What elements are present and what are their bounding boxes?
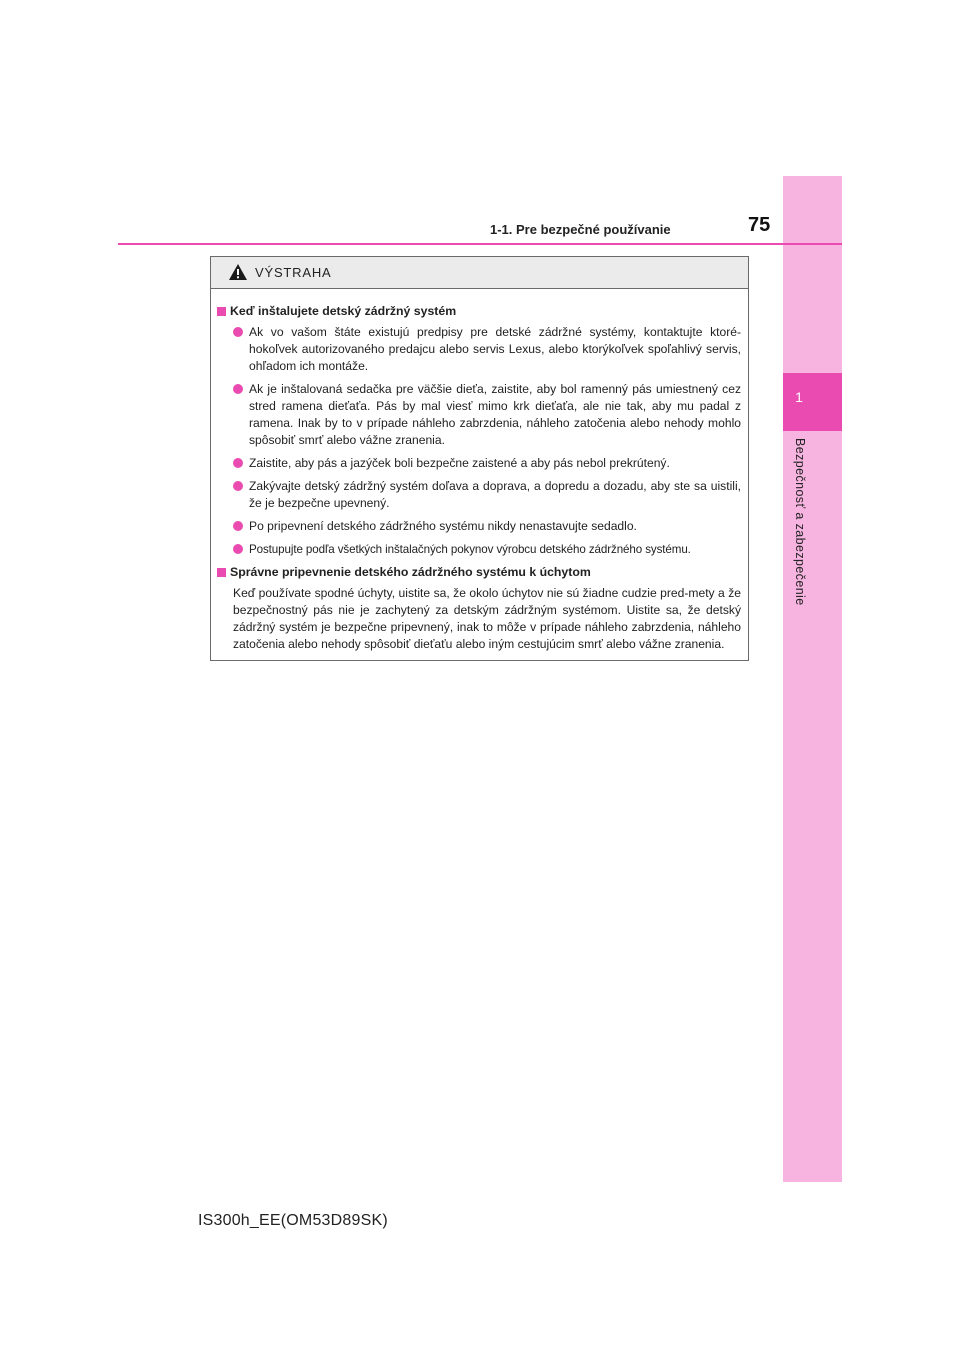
list-item xyxy=(217,518,741,535)
round-bullet-icon xyxy=(233,384,243,394)
section-heading xyxy=(217,303,741,320)
list-item xyxy=(217,478,741,512)
list-item-text: Ak vo vašom štáte existujú predpisy pre detské zádržné systémy, kontaktujte ktoré-hokoľvek autorizovaného predajcu alebo servis Lexus, alebo ktorýkoľvek spoľahlivý servis, ohľadom ich montáže. xyxy=(249,325,741,373)
round-bullet-icon xyxy=(233,327,243,337)
section-heading-text: Keď inštalujete detský zádržný systém xyxy=(230,304,457,318)
square-bullet-icon xyxy=(217,307,226,316)
warning-title: VÝSTRAHA xyxy=(255,265,332,280)
section-heading-text: Správne pripevnenie detského zádržného systému k úchytom xyxy=(230,565,591,579)
round-bullet-icon xyxy=(233,544,243,554)
round-bullet-icon xyxy=(233,458,243,468)
chapter-number: 1 xyxy=(795,389,803,405)
header-divider xyxy=(118,243,842,245)
footer-model-code: IS300h_EE(OM53D89SK) xyxy=(198,1212,388,1229)
round-bullet-icon xyxy=(233,521,243,531)
list-item-text: Ak je inštalovaná sedačka pre väčšie dieťa, zaistite, aby bol ramenný pás umiestnený cez stred ramena dieťaťa. Pás by mal viesť mimo krk dieťaťa, ale nie tak, aby mu padal z ramena. Inak by to v prípade náhleho zabrzdenia, náhleho zatočenia alebo nehody mohlo spôsobiť smrť alebo vážne zranenia. xyxy=(249,382,741,447)
list-item xyxy=(217,381,741,449)
list-item xyxy=(217,324,741,375)
section-header: 1-1. Pre bezpečné používanie xyxy=(490,222,671,237)
side-chapter-strip xyxy=(783,176,842,1182)
list-item xyxy=(217,541,741,558)
section-heading xyxy=(217,564,741,581)
list-item-text: Zaistite, aby pás a jazýček boli bezpečne zaistené a aby pás nebol prekrútený. xyxy=(249,456,670,470)
square-bullet-icon xyxy=(217,568,226,577)
warning-body xyxy=(211,289,748,653)
page-number: 75 xyxy=(748,214,771,236)
list-item-text: Postupujte podľa všetkých inštalačných pokynov výrobcu detského zádržného systému. xyxy=(249,543,691,556)
chapter-title: Bezpečnosť a zabezpečenie xyxy=(793,438,807,606)
round-bullet-icon xyxy=(233,481,243,491)
list-item-text: Po pripevnení detského zádržného systému nikdy nenastavujte sedadlo. xyxy=(249,519,637,533)
section-paragraph: Keď používate spodné úchyty, uistite sa, že okolo úchytov nie sú žiadne cudzie pred-mety a že bezpečnostný pás nie je zachytený za detským zádržným systémom. Uistite sa, že detský zádržný systém je bezpečne pripevnený, inak to môže v prípade náhleho zabrzdenia, náhleho zatočenia alebo nehody spôsobiť dieťaťu alebo iným cestujúcim smrť alebo vážne zranenia. xyxy=(233,586,741,651)
list-item-text: Zakývajte detský zádržný systém doľava a doprava, a dopredu a dozadu, aby ste sa uistili, že je bezpečne upevnený. xyxy=(249,479,741,510)
warning-box xyxy=(210,256,749,661)
list-item xyxy=(217,455,741,472)
warning-header xyxy=(211,257,748,289)
warning-triangle-icon xyxy=(228,263,248,281)
